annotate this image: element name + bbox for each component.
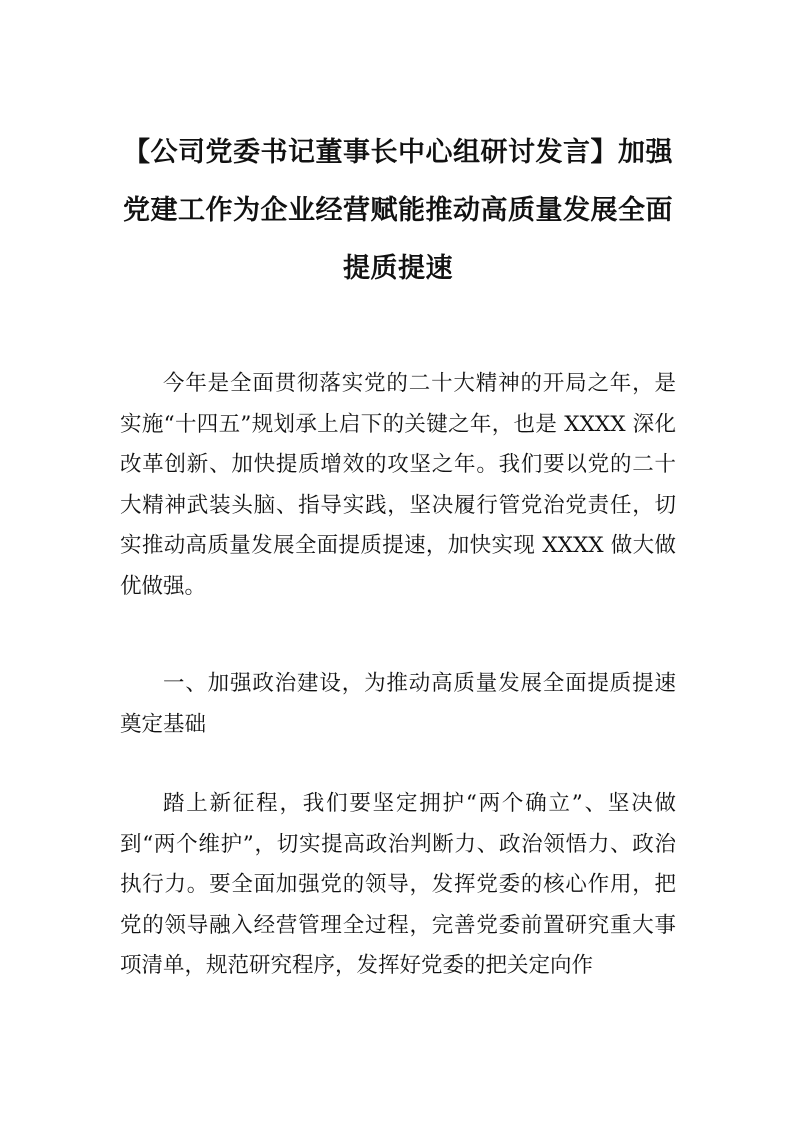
paragraph-intro: 今年是全面贯彻落实党的二十大精神的开局之年，是实施“十四五”规划承上启下的关键之年，也是 XXXX 深化改革创新、加快提质增效的攻坚之年。我们要以党的二十大精神武装头脑、指导实践，坚决履行管党治党责任，切实推动高质量发展全面提质提速，加快实现 XXXX 做大做优做强。 (120, 371, 676, 599)
paragraph-section-1: 踏上新征程，我们要坚定拥护“两个确立”、坚决做到“两个维护”，切实提高政治判断力、政治领悟力、政治执行力。要全面加强党的领导，发挥党委的核心作用，把党的领导融入经营管理全过程，完善党委前置研究重大事项清单，规范研究程序，发挥好党委的把关定向作 (120, 791, 676, 978)
document-title: 【公司党委书记董事长中心组研讨发言】加强党建工作为企业经营赋能推动高质量发展全面提质提速 (123, 137, 673, 284)
section-heading-1: 一、加强政治建设，为推动高质量发展全面提质提速奠定基础 (120, 671, 676, 737)
